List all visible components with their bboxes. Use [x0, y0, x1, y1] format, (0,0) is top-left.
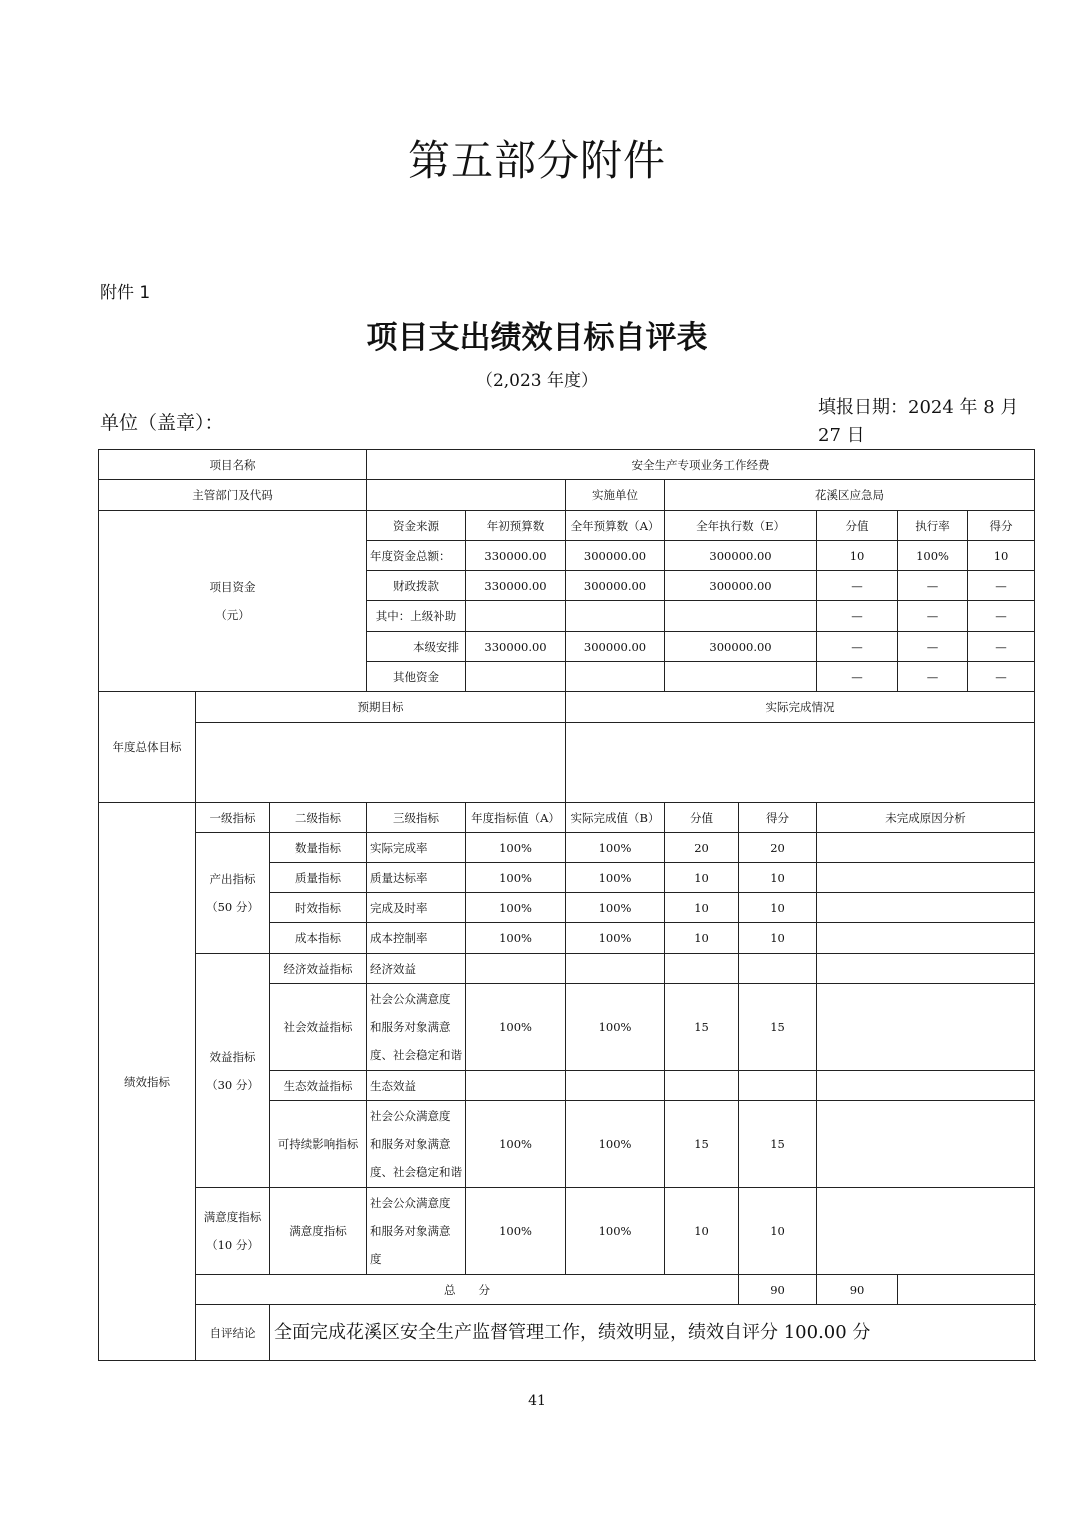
level2-indicator: 生态效益指标: [270, 1071, 367, 1101]
perf-header-level2: 二级指标: [270, 803, 367, 833]
level2-indicator: 质量指标: [270, 863, 367, 893]
actual-value: 100%: [566, 1188, 665, 1275]
funds-score-value: —: [817, 662, 898, 692]
perf-header-actual: 实际完成值（B）: [566, 803, 665, 833]
score: 10: [739, 1188, 817, 1275]
table-row: [99, 954, 1035, 984]
target-value: 100%: [466, 1101, 566, 1188]
fill-date-line2: 27 日: [818, 425, 865, 446]
perf-header-reason: 未完成原因分析: [817, 803, 1035, 833]
benefit-group-cell: [196, 954, 270, 1188]
score: [739, 954, 817, 984]
benefit-group-label: 效益指标: [209, 1049, 256, 1064]
target-value: 100%: [466, 923, 566, 954]
funds-header-annual: 全年预算数（A）: [566, 511, 665, 541]
level3-line: 和服务对象满意: [370, 1020, 451, 1034]
level3-line: 和服务对象满意: [370, 1137, 451, 1151]
actual-value: 100%: [566, 833, 665, 863]
reason: [817, 893, 1035, 923]
score-value: 10: [665, 923, 739, 954]
funds-executed: [665, 601, 817, 632]
funds-source: 年度资金总额：: [367, 541, 466, 571]
funds-initial: 330000.00: [466, 571, 566, 601]
expected-goal-header: 预期目标: [196, 692, 566, 723]
funds-unit: （元）: [215, 608, 250, 622]
level3-indicator: [367, 1188, 466, 1275]
satisfaction-group-points: （10 分）: [206, 1238, 259, 1252]
target-value: 100%: [466, 1188, 566, 1275]
funds-label-cell: [99, 511, 367, 692]
level2-indicator: 时效指标: [270, 893, 367, 923]
project-name-value: 安全生产专项业务工作经费: [367, 450, 1035, 480]
fill-date: [818, 394, 1033, 450]
table-row: [99, 1188, 1035, 1275]
target-value: 100%: [466, 863, 566, 893]
level3-indicator: 经济效益: [367, 954, 466, 984]
level3-line: 和服务对象满意: [370, 1224, 451, 1238]
funds-source: 其他资金: [367, 662, 466, 692]
funds-header-rate: 执行率: [898, 511, 968, 541]
actual-value: 100%: [566, 1101, 665, 1188]
score: 15: [739, 1101, 817, 1188]
impl-value: 花溪区应急局: [665, 480, 1035, 511]
level2-indicator: 成本指标: [270, 923, 367, 954]
perf-header-level3: 三级指标: [367, 803, 466, 833]
part-title: 第五部分附件: [407, 136, 666, 185]
funds-annual: 300000.00: [566, 571, 665, 601]
table-row: [99, 833, 1035, 863]
perf-header-level1: 一级指标: [196, 803, 270, 833]
funds-initial: 330000.00: [466, 541, 566, 571]
funds-annual: [566, 662, 665, 692]
level3-indicator: 生态效益: [367, 1071, 466, 1101]
actual-status-value: [566, 723, 1035, 803]
score-value: 10: [665, 893, 739, 923]
funds-score-value: 10: [817, 541, 898, 571]
funds-annual: 300000.00: [566, 541, 665, 571]
funds-rate: —: [898, 571, 968, 601]
target-value: 100%: [466, 893, 566, 923]
dept-value: [367, 480, 566, 511]
level3-line: 社会公众满意度: [370, 1109, 451, 1123]
reason: [817, 863, 1035, 893]
funds-header-score: 得分: [968, 511, 1035, 541]
score: 10: [739, 863, 817, 893]
dept-label: 主管部门及代码: [99, 480, 367, 511]
level3-indicator: 成本控制率: [367, 923, 466, 954]
funds-score: —: [968, 571, 1035, 601]
target-value: [466, 954, 566, 984]
expected-goal-value: [196, 723, 566, 803]
score-value: 10: [665, 863, 739, 893]
actual-value: [566, 954, 665, 984]
impl-label: 实施单位: [566, 480, 665, 511]
total-score: 90: [817, 1275, 898, 1305]
funds-annual: [566, 601, 665, 632]
funds-initial: 330000.00: [466, 632, 566, 662]
satisfaction-group-label: 满意度指标: [203, 1210, 262, 1224]
funds-rate: —: [898, 601, 968, 632]
funds-executed: [665, 662, 817, 692]
score: 10: [739, 923, 817, 954]
funds-score-value: —: [817, 632, 898, 662]
funds-executed: 300000.00: [665, 571, 817, 601]
funds-source: 其中：上级补助: [367, 601, 466, 632]
unit-label: 单位（盖章）：: [100, 412, 224, 434]
funds-score-value: —: [817, 571, 898, 601]
score-value: 15: [665, 1101, 739, 1188]
funds-score: 10: [968, 541, 1035, 571]
funds-annual: 300000.00: [566, 632, 665, 662]
funds-source: 财政拨款: [367, 571, 466, 601]
level3-line: 度、社会稳定和谐: [370, 1165, 463, 1179]
conclusion-label: 自评结论: [196, 1305, 270, 1361]
conclusion-text: 全面完成花溪区安全生产监督管理工作，绩效明显，绩效自评分 100.00 分: [270, 1305, 1035, 1361]
form-title: 项目支出绩效目标自评表: [366, 320, 708, 356]
funds-header-score-value: 分值: [817, 511, 898, 541]
actual-value: 100%: [566, 863, 665, 893]
level2-indicator: 经济效益指标: [270, 954, 367, 984]
output-group-label: 产出指标: [209, 872, 256, 886]
total-score-value: 90: [739, 1275, 817, 1305]
funds-rate: —: [898, 632, 968, 662]
level3-indicator: [367, 1101, 466, 1188]
score-value: 20: [665, 833, 739, 863]
reason: [817, 923, 1035, 954]
score: [739, 1071, 817, 1101]
perf-header-score: 得分: [739, 803, 817, 833]
level3-line: 度: [370, 1252, 382, 1266]
target-value: 100%: [466, 833, 566, 863]
actual-value: 100%: [566, 893, 665, 923]
score: 15: [739, 984, 817, 1071]
reason: [817, 984, 1035, 1071]
reason: [817, 1101, 1035, 1188]
score-value: [665, 954, 739, 984]
funds-score: —: [968, 601, 1035, 632]
perf-header-score-value: 分值: [665, 803, 739, 833]
level3-indicator: 质量达标率: [367, 863, 466, 893]
funds-rate: —: [898, 662, 968, 692]
level3-line: 社会公众满意度: [370, 992, 451, 1006]
attachment-label: 附件 1: [100, 283, 151, 303]
page-number: 41: [528, 1393, 546, 1409]
funds-label: 项目资金: [209, 580, 256, 594]
performance-label: 绩效指标: [99, 803, 196, 1361]
fill-date-line1: 填报日期：2024 年 8 月: [818, 397, 1019, 418]
funds-rate: 100%: [898, 541, 968, 571]
level3-line: 社会公众满意度: [370, 1196, 451, 1210]
satisfaction-group-cell: [196, 1188, 270, 1275]
funds-header-source: 资金来源: [367, 511, 466, 541]
total-reason: [898, 1275, 1035, 1305]
actual-value: 100%: [566, 923, 665, 954]
form-year: （2,023 年度）: [475, 371, 599, 391]
project-name-label: 项目名称: [99, 450, 367, 480]
funds-executed: 300000.00: [665, 632, 817, 662]
level3-indicator: [367, 984, 466, 1071]
output-group-cell: [196, 833, 270, 954]
total-label: 总 分: [196, 1275, 739, 1305]
reason: [817, 833, 1035, 863]
annual-goal-label: 年度总体目标: [99, 692, 196, 803]
score: 20: [739, 833, 817, 863]
score: 10: [739, 893, 817, 923]
funds-header-initial: 年初预算数: [466, 511, 566, 541]
funds-score: —: [968, 662, 1035, 692]
funds-source: 本级安排: [367, 632, 466, 662]
evaluation-table: [98, 449, 1035, 1361]
target-value: [466, 1071, 566, 1101]
actual-status-header: 实际完成情况: [566, 692, 1035, 723]
funds-initial: [466, 601, 566, 632]
perf-header-target: 年度指标值（A）: [466, 803, 566, 833]
level3-line: 度、社会稳定和谐: [370, 1048, 463, 1062]
funds-header-executed: 全年执行数（E）: [665, 511, 817, 541]
funds-initial: [466, 662, 566, 692]
funds-executed: 300000.00: [665, 541, 817, 571]
level2-indicator: 满意度指标: [270, 1188, 367, 1275]
score-value: 10: [665, 1188, 739, 1275]
level3-indicator: 完成及时率: [367, 893, 466, 923]
level2-indicator: 可持续影响指标: [270, 1101, 367, 1188]
level2-indicator: 数量指标: [270, 833, 367, 863]
reason: [817, 1071, 1035, 1101]
actual-value: [566, 1071, 665, 1101]
funds-score: —: [968, 632, 1035, 662]
target-value: 100%: [466, 984, 566, 1071]
benefit-group-points: （30 分）: [206, 1077, 259, 1092]
funds-score-value: —: [817, 601, 898, 632]
score-value: [665, 1071, 739, 1101]
level2-indicator: 社会效益指标: [270, 984, 367, 1071]
actual-value: 100%: [566, 984, 665, 1071]
output-group-points: （50 分）: [206, 900, 259, 914]
reason: [817, 954, 1035, 984]
level3-indicator: 实际完成率: [367, 833, 466, 863]
reason: [817, 1188, 1035, 1275]
score-value: 15: [665, 984, 739, 1071]
